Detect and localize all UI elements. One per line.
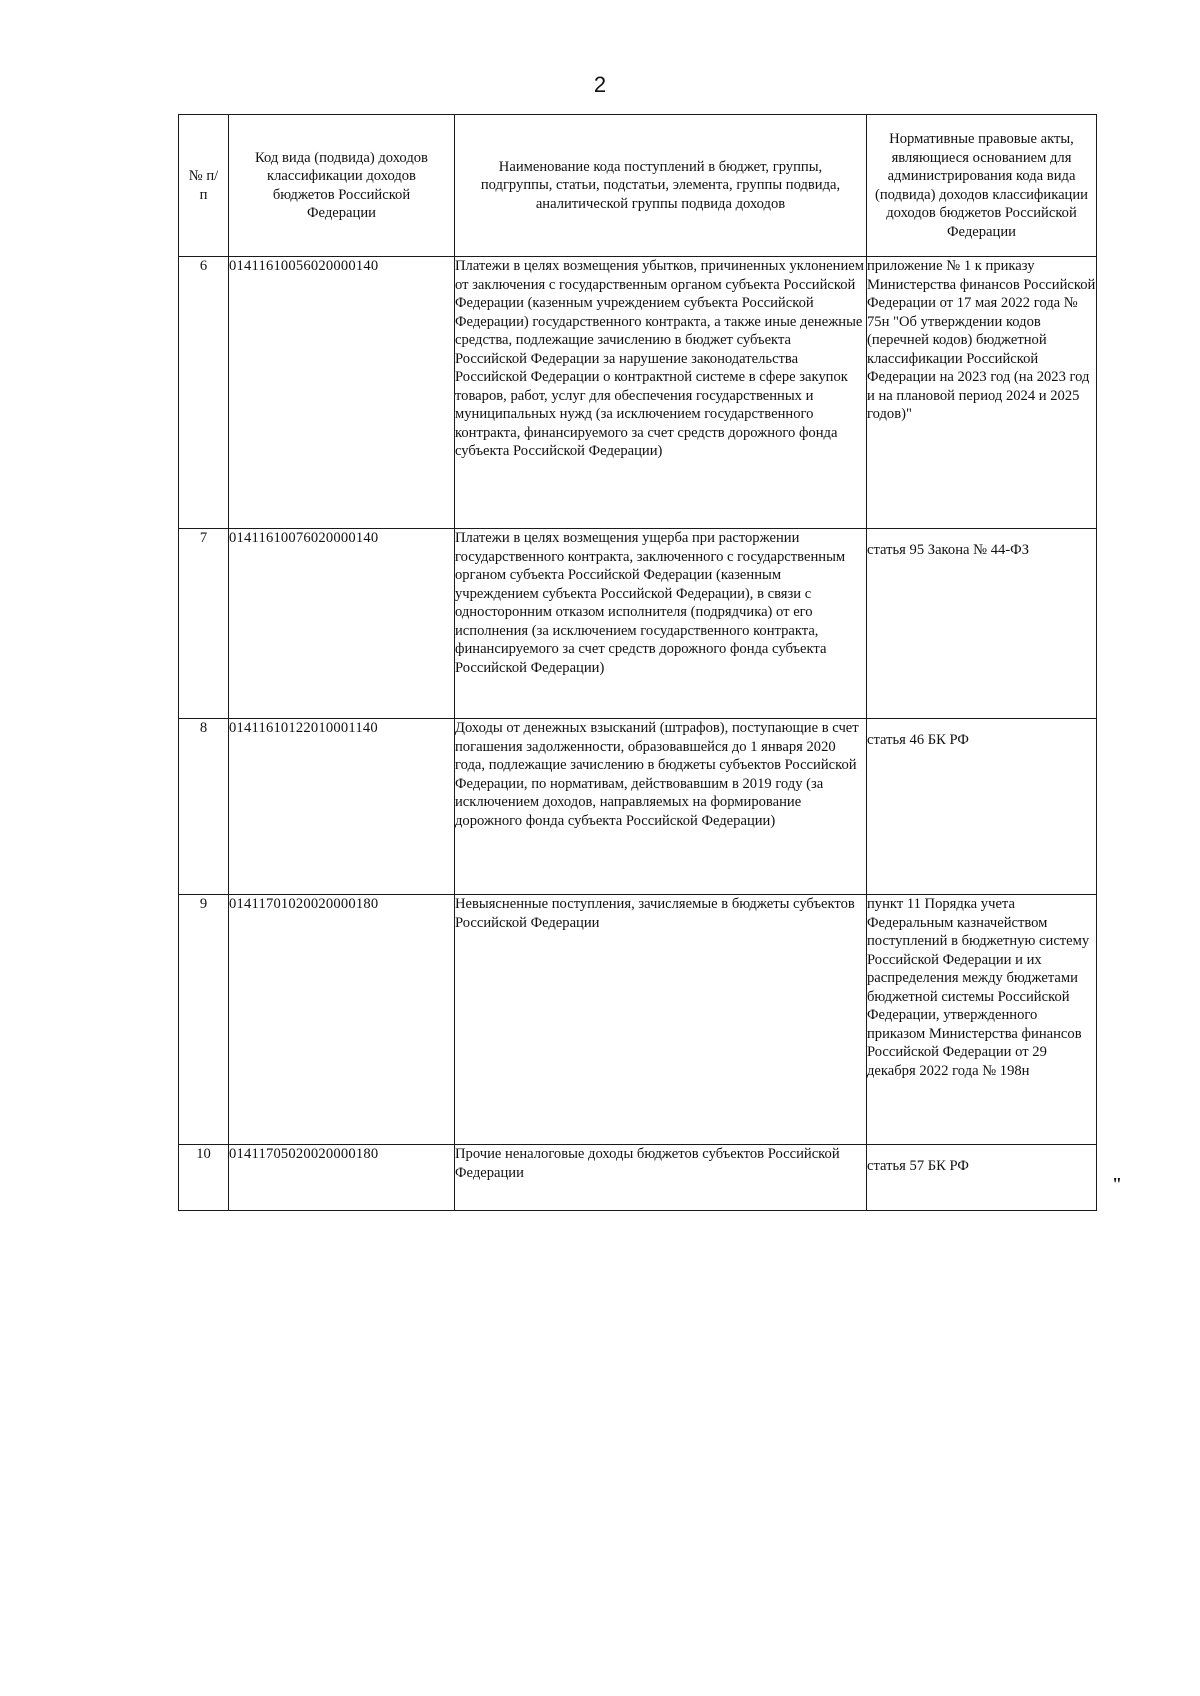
table-header-row <box>179 115 1097 257</box>
row-name: Платежи в целях возмещения ущерба при расторжении государственного контракта, заключенного с государственным органом субъекта Российской Федерации (казенным учреждением субъекта Российской Федерации), в связи с односторонним отказом исполнителя (подрядчика) от его исполнения (за исключением государственного контракта, финансируемого за счет средств дорожного фонда субъекта Российской Федерации) <box>455 529 867 719</box>
row-code: 01411701020020000180 <box>229 895 455 1145</box>
row-name: Прочие неналоговые доходы бюджетов субъектов Российской Федерации <box>455 1145 867 1211</box>
row-code: 01411705020020000180 <box>229 1145 455 1211</box>
row-legal-act: статья 95 Закона № 44-ФЗ <box>867 529 1097 719</box>
table-row <box>179 719 1097 895</box>
table-row <box>179 895 1097 1145</box>
row-number: 8 <box>179 719 229 895</box>
row-legal-act: приложение № 1 к приказу Министерства финансов Российской Федерации от 17 мая 2022 года № 75н "Об утверждении кодов (перечней кодов) бюджетной классификации Российской Федерации на 2023 год (на 2023 год и на плановой период 2024 и 2025 годов)" <box>867 257 1097 529</box>
header-number: № п/п <box>179 115 229 257</box>
row-code: 01411610076020000140 <box>229 529 455 719</box>
revenue-codes-table <box>178 114 1097 1211</box>
header-name: Наименование кода поступлений в бюджет, группы, подгруппы, статьи, подстатьи, элемента, группы подвида, аналитической группы подвида доходов <box>455 115 867 257</box>
row-legal-act: статья 57 БК РФ <box>867 1145 1097 1211</box>
table-row <box>179 257 1097 529</box>
table-row <box>179 529 1097 719</box>
table-row <box>179 1145 1097 1211</box>
row-number: 7 <box>179 529 229 719</box>
row-number: 9 <box>179 895 229 1145</box>
header-legal-acts: Нормативные правовые акты, являющиеся основанием для администрирования кода вида (подвида) доходов классификации доходов бюджетов Российской Федерации <box>867 115 1097 257</box>
row-legal-act: статья 46 БК РФ <box>867 719 1097 895</box>
row-number: 10 <box>179 1145 229 1211</box>
row-name: Доходы от денежных взысканий (штрафов), поступающие в счет погашения задолженности, образовавшейся до 1 января 2020 года, подлежащие зачислению в бюджеты субъектов Российской Федерации, по нормативам, действовавшим в 2019 году (за исключением доходов, направляемых на формирование дорожного фонда субъекта Российской Федерации) <box>455 719 867 895</box>
row-code: 01411610056020000140 <box>229 257 455 529</box>
row-name: Платежи в целях возмещения убытков, причиненных уклонением от заключения с государственным органом субъекта Российской Федерации (казенным учреждением субъекта Российской Федерации) государственного контракта, а также иные денежные средства, подлежащие зачислению в бюджет субъекта Российской Федерации за нарушение законодательства Российской Федерации о контрактной системе в сфере закупок товаров, работ, услуг для обеспечения государственных и муниципальных нужд (за исключением государственного контракта, финансируемого за счет средств дорожного фонда субъекта Российской Федерации) <box>455 257 867 529</box>
row-legal-act: пункт 11 Порядка учета Федеральным казначейством поступлений в бюджетную систему Российской Федерации и их распределения между бюджетами бюджетной системы Российской Федерации, утвержденного приказом Министерства финансов Российской Федерации от 29 декабря 2022 года № 198н <box>867 895 1097 1145</box>
page-number: 2 <box>593 72 607 97</box>
row-number: 6 <box>179 257 229 529</box>
row-name: Невыясненные поступления, зачисляемые в бюджеты субъектов Российской Федерации <box>455 895 867 1145</box>
header-code: Код вида (подвида) доходов классификации доходов бюджетов Российской Федерации <box>229 115 455 257</box>
closing-quote-mark: " <box>1112 1174 1122 1194</box>
row-code: 01411610122010001140 <box>229 719 455 895</box>
